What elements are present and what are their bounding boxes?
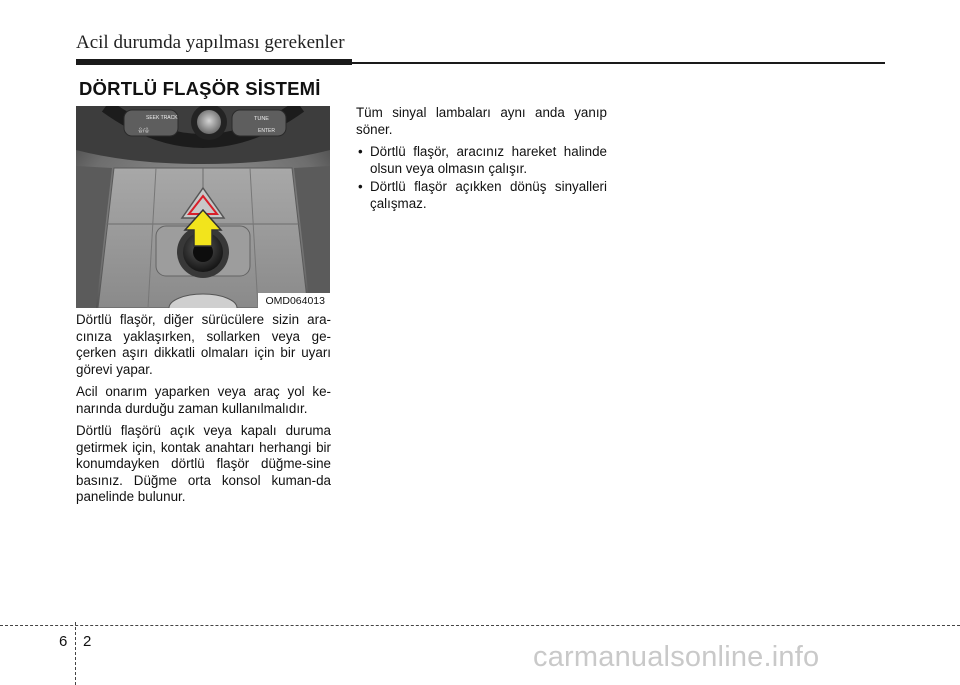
- header-title: Acil durumda yapılması gerekenler: [76, 32, 345, 53]
- left-knob-label: 음/음: [138, 128, 150, 134]
- list-item: • Dörtlü flaşör açıkken dönüş sinyalleri çalışmaz.: [356, 179, 607, 212]
- seek-track-label: SEEK TRACK: [146, 115, 178, 121]
- header-rule-thin: [352, 62, 885, 64]
- footer-divider: [75, 622, 76, 685]
- enter-label: ENTER: [258, 128, 275, 134]
- paragraph: Dörtlü flaşörü açık veya kapalı duruma getirmek için, kontak anahtarı herhangi bir konumdayken dörtlü flaşör düğme-sine basınız. Düğme orta konsol kuman-da panelinde bulunur.: [76, 423, 331, 504]
- console-illustration: [76, 106, 330, 308]
- paragraph: Dörtlü flaşör, diğer sürücülere sizin ara-cınıza yaklaşırken, sollarken veya ge-çerken aşırı dikkatli olmaları için bir uyarı görevi yapar.: [76, 312, 331, 377]
- watermark: carmanualsonline.info: [533, 641, 820, 673]
- paragraph: Acil onarım yaparken veya araç yol ke-narında durduğu zaman kullanılmalıdır.: [76, 384, 331, 416]
- list-item: • Dörtlü flaşör, aracınız hareket halinde olsun veya olmasın çalışır.: [356, 144, 607, 177]
- footer-rule: [0, 625, 960, 626]
- header-rule-thick: [76, 59, 352, 65]
- paragraph: Tüm sinyal lambaları aynı anda yanıp söner.: [356, 105, 607, 137]
- section-heading: DÖRTLÜ FLAŞÖR SİSTEMİ: [79, 78, 321, 99]
- left-column: [76, 312, 331, 512]
- page-number: 2: [83, 633, 92, 650]
- figure-code: OMD064013: [258, 293, 330, 308]
- tune-label: TUNE: [254, 116, 269, 122]
- right-column: [356, 105, 607, 214]
- console-photo: [76, 106, 330, 308]
- chapter-number: 6: [59, 633, 68, 650]
- bullet-list: [356, 144, 607, 212]
